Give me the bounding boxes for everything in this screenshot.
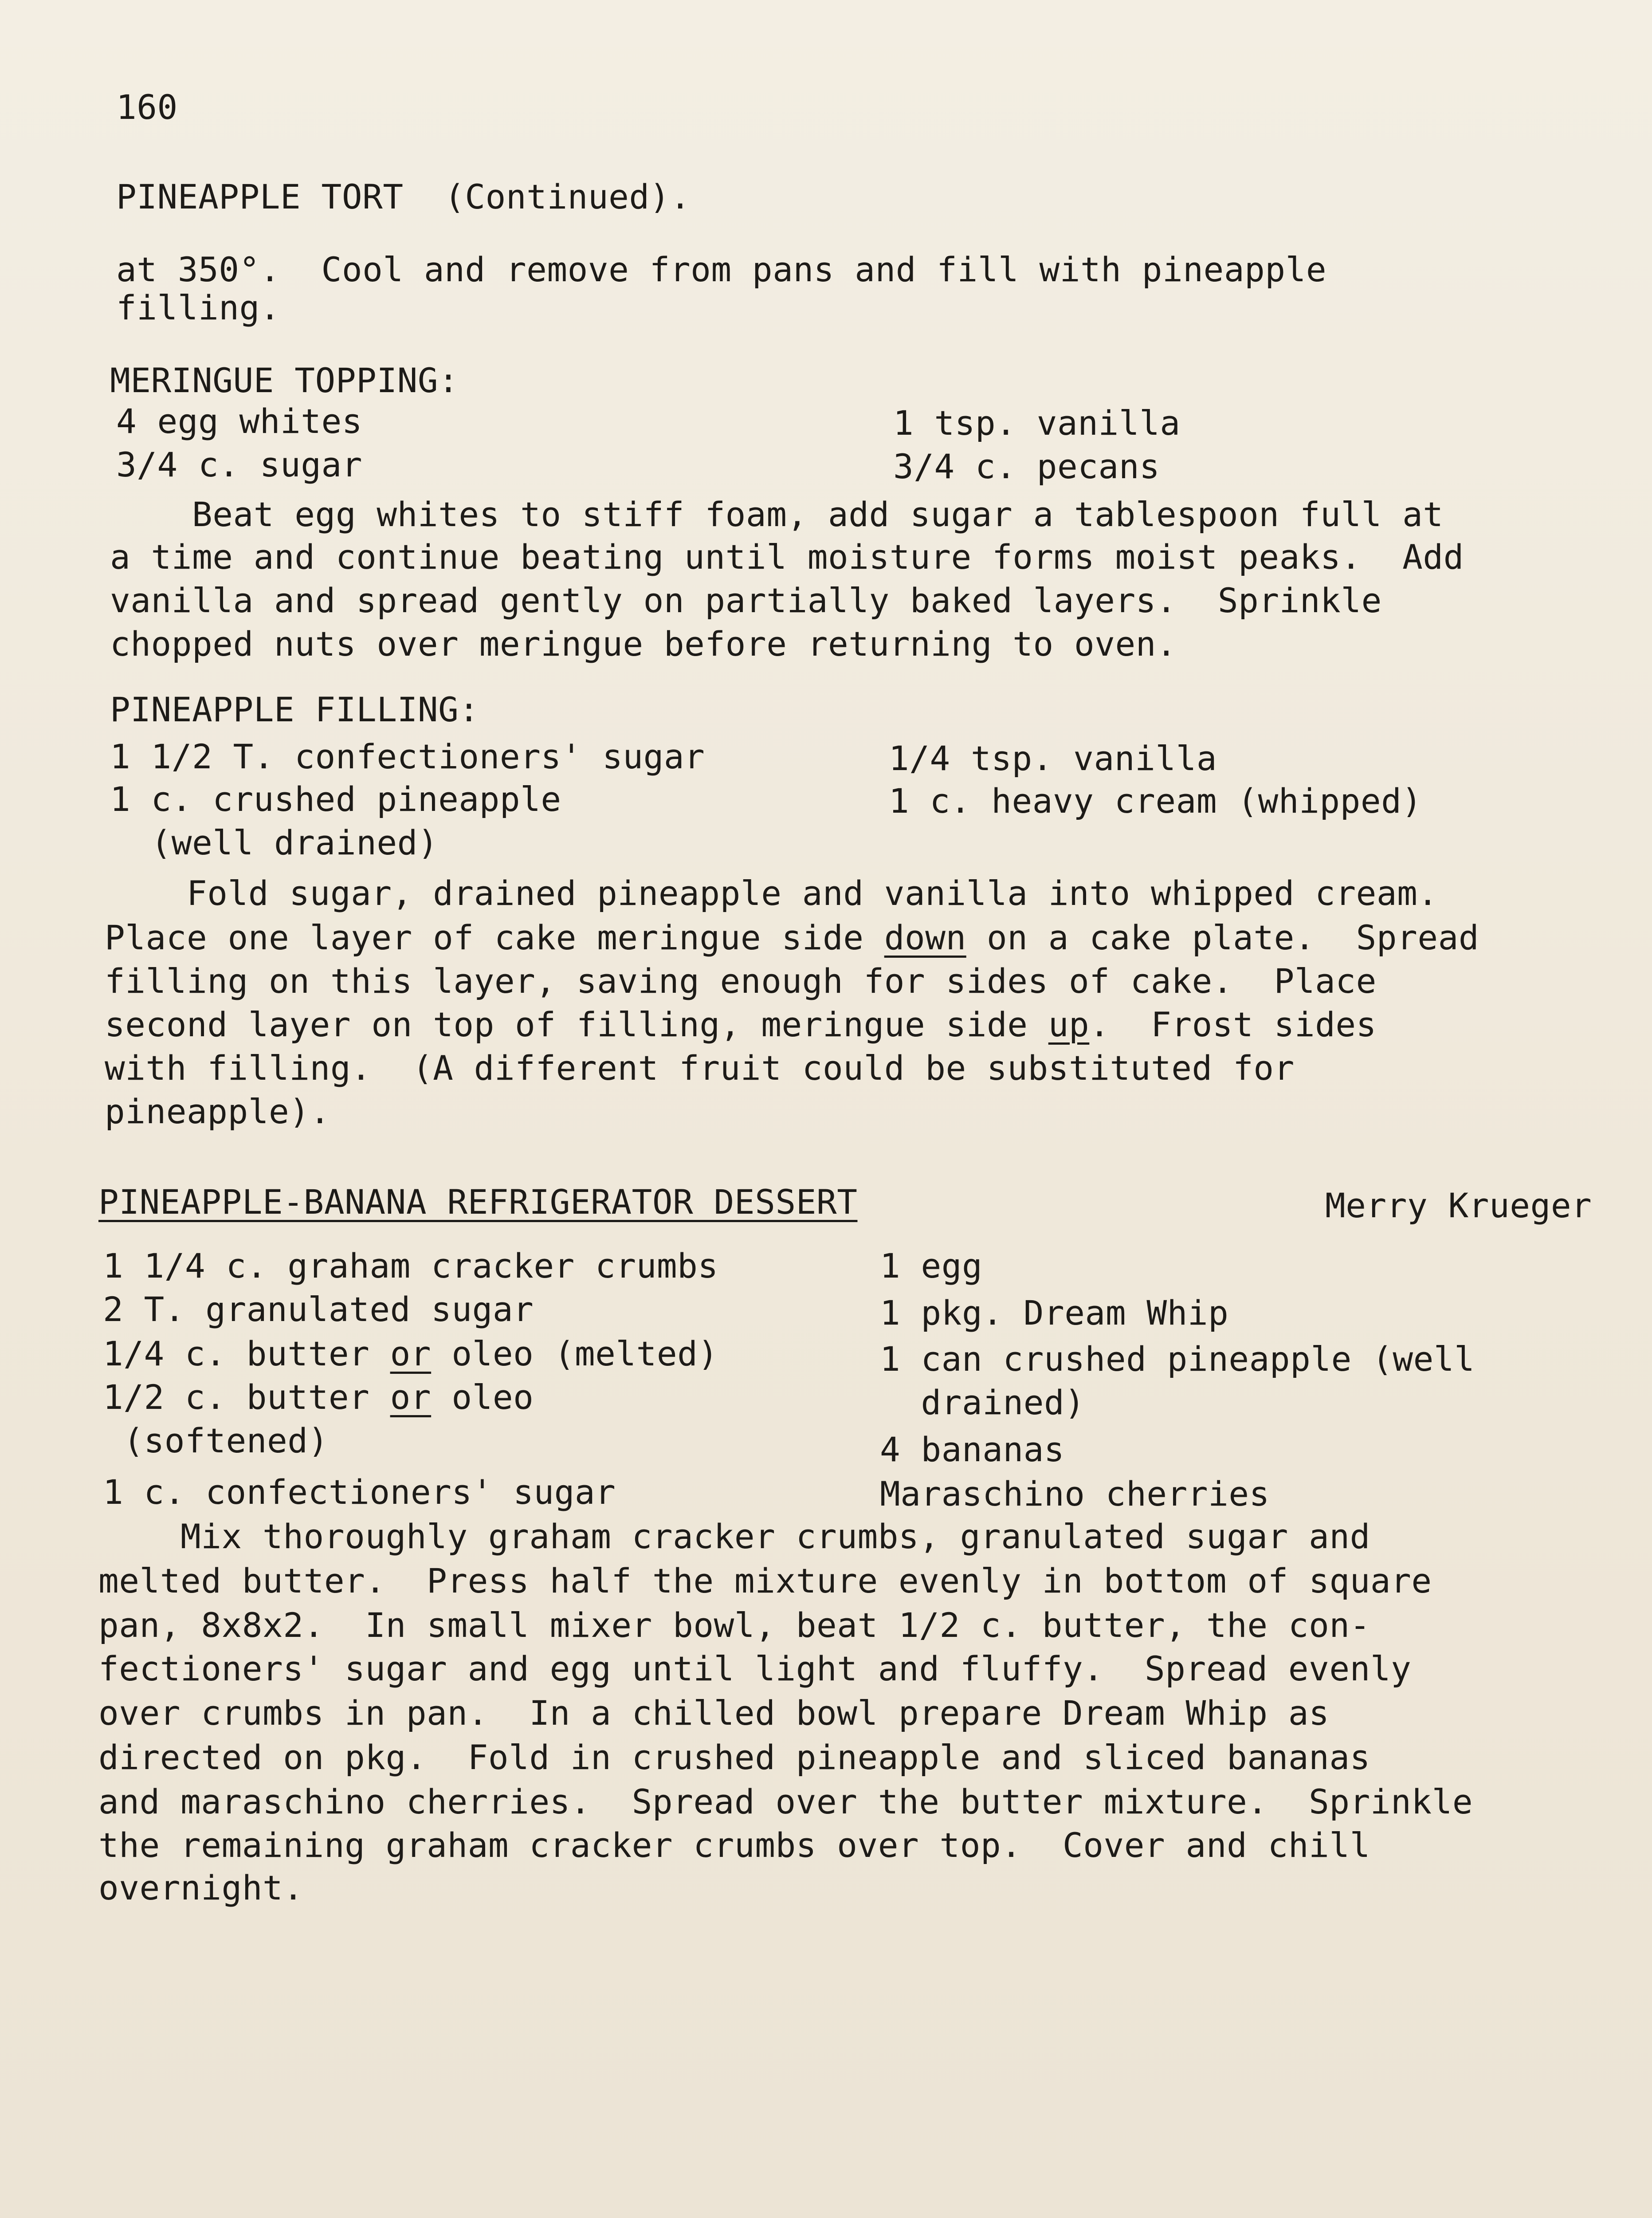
emphasis-underline: or: [390, 1334, 432, 1373]
dessert-direction-line: pan, 8x8x2. In small mixer bowl, beat 1/2 c. butter, the con-: [98, 1605, 1370, 1645]
filling-direction-line: filling on this layer, saving enough for sides of cake. Place: [105, 961, 1377, 1001]
filling-ingredient: 1/4 tsp. vanilla: [889, 739, 1217, 778]
dessert-ingredient: (softened): [103, 1421, 329, 1460]
dessert-ingredient: 1 1/4 c. graham cracker crumbs: [103, 1246, 718, 1286]
dessert-direction-line: melted butter. Press half the mixture evenly in bottom of square: [98, 1561, 1432, 1601]
filling-direction-line: with filling. (A different fruit could be substituted for: [105, 1048, 1295, 1088]
filling-ingredient: 1 c. heavy cream (whipped): [889, 781, 1422, 821]
dessert-direction-line: and maraschino cherries. Spread over the butter mixture. Sprinkle: [98, 1782, 1473, 1821]
meringue-direction-line: a time and continue beating until moisture forms moist peaks. Add: [110, 537, 1464, 577]
filling-heading: PINEAPPLE FILLING:: [110, 690, 479, 729]
meringue-direction-line: chopped nuts over meringue before returning to oven.: [110, 624, 1177, 664]
meringue-ingredient: 3/4 c. sugar: [116, 445, 363, 484]
filling-direction-line: second layer on top of filling, meringue side up. Frost sides: [105, 1005, 1377, 1044]
dessert-ingredient: 1 egg: [880, 1246, 983, 1286]
emphasis-underline: up: [1048, 1005, 1090, 1044]
dessert-direction-line: overnight.: [98, 1868, 304, 1907]
dessert-ingredient: 4 bananas: [880, 1430, 1065, 1469]
dessert-ingredient: 1/4 c. butter or oleo (melted): [103, 1334, 718, 1373]
filling-ingredient: 1 1/2 T. confectioners' sugar: [110, 737, 705, 776]
emphasis-underline: down: [884, 918, 966, 957]
dessert-ingredient: 1 can crushed pineapple (well: [880, 1339, 1475, 1379]
dessert-ingredient: Maraschino cherries: [880, 1474, 1270, 1514]
dessert-author: Merry Krueger: [1325, 1186, 1592, 1225]
filling-ingredient: 1 c. crushed pineapple: [110, 779, 561, 819]
dessert-title: PINEAPPLE-BANANA REFRIGERATOR DESSERT: [98, 1182, 858, 1222]
tort-intro-line: filling.: [116, 288, 281, 327]
tort-intro-line: at 350°. Cool and remove from pans and fill with pineapple: [116, 250, 1327, 289]
meringue-heading: MERINGUE TOPPING:: [110, 361, 459, 400]
emphasis-underline: or: [390, 1377, 432, 1417]
dessert-ingredient: 1 pkg. Dream Whip: [880, 1293, 1229, 1333]
filling-direction-line: Place one layer of cake meringue side down on a cake plate. Spread: [105, 918, 1479, 957]
dessert-ingredient: drained): [880, 1383, 1085, 1422]
dessert-direction-line: directed on pkg. Fold in crushed pineapple and sliced bananas: [98, 1738, 1370, 1777]
dessert-direction-line: the remaining graham cracker crumbs over top. Cover and chill: [98, 1825, 1370, 1865]
meringue-direction-line: Beat egg whites to stiff foam, add sugar a tablespoon full at: [110, 495, 1444, 534]
filling-ingredient: (well drained): [110, 823, 439, 862]
dessert-ingredient: 1/2 c. butter or oleo: [103, 1377, 534, 1417]
dessert-ingredient: 2 T. granulated sugar: [103, 1290, 534, 1329]
meringue-ingredient: 1 tsp. vanilla: [893, 403, 1181, 443]
meringue-ingredient: 3/4 c. pecans: [893, 447, 1160, 486]
meringue-direction-line: vanilla and spread gently on partially baked layers. Sprinkle: [110, 581, 1382, 620]
dessert-direction-line: Mix thoroughly graham cracker crumbs, granulated sugar and: [98, 1517, 1370, 1556]
filling-direction-line: pineapple).: [105, 1092, 330, 1131]
dessert-direction-line: over crumbs in pan. In a chilled bowl prepare Dream Whip as: [98, 1693, 1330, 1733]
page-number: 160: [116, 87, 178, 127]
tort-heading: PINEAPPLE TORT (Continued).: [116, 177, 691, 216]
filling-direction-line: Fold sugar, drained pineapple and vanilla into whipped cream.: [105, 873, 1438, 913]
meringue-ingredient: 4 egg whites: [116, 401, 363, 441]
dessert-ingredient: 1 c. confectioners' sugar: [103, 1472, 616, 1512]
dessert-direction-line: fectioners' sugar and egg until light and fluffy. Spread evenly: [98, 1649, 1412, 1688]
